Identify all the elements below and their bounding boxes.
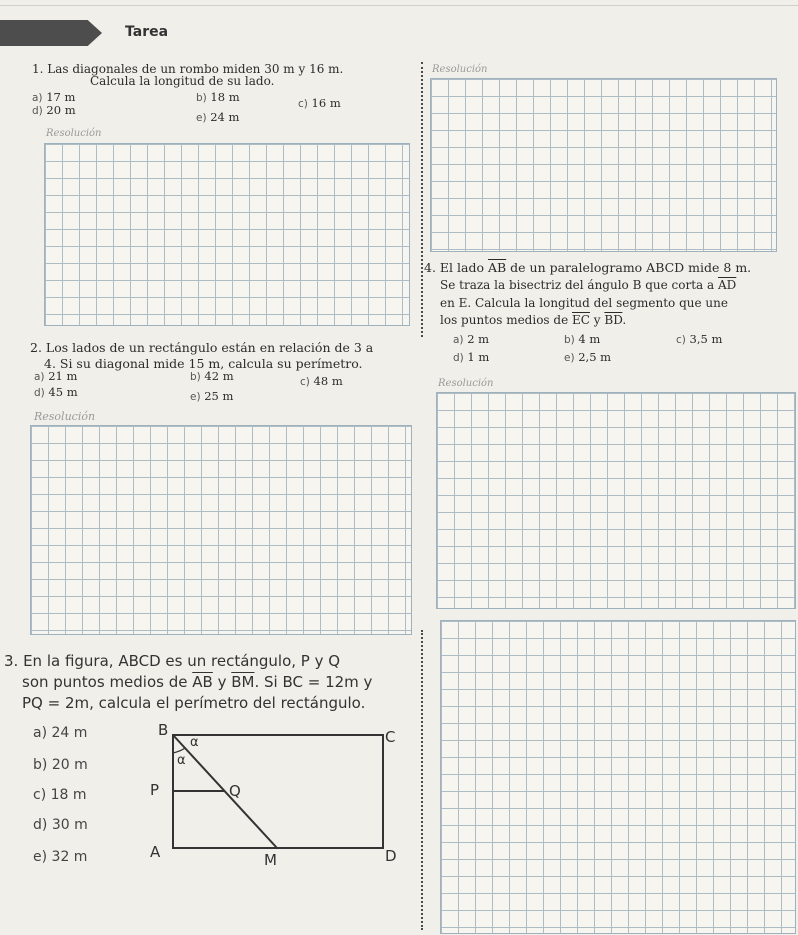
q3-option-c: c) 18 m	[33, 787, 87, 803]
q1-resolution-grid[interactable]	[44, 143, 410, 326]
q4-option-b: b) 4 m	[564, 332, 601, 346]
q4-text-line3: en E. Calcula la longitud del segmento que une	[440, 296, 728, 310]
q1-text-line1: 1. Las diagonales de un rombo miden 30 m y 16 m.	[32, 62, 344, 76]
q4-text-line2: Se traza la bisectriz del ángulo B que corta a $\overline{AD}$	[440, 278, 737, 292]
q1-option-e: e) 24 m	[196, 110, 240, 124]
q3-option-b: b) 20 m	[33, 757, 88, 773]
figure-label-c: C	[385, 728, 396, 746]
q3-right-resolution-grid[interactable]	[440, 620, 796, 934]
q2-resolution-label: Resolución	[34, 410, 96, 423]
q3-text-line3: PQ = 2m, calcula el perímetro del rectángulo.	[22, 694, 366, 712]
figure-label-alpha-2: α	[177, 753, 186, 768]
q1-right-resolution-grid[interactable]	[430, 78, 777, 252]
top-rule	[0, 5, 798, 6]
q3-text-line1: 3. En la figura, ABCD es un rectángulo, P y Q	[4, 652, 341, 670]
q3-option-d: d) 30 m	[33, 817, 88, 833]
q4-text-line4: los puntos medios de $\overline{EC}$ y $\overline{BD}$.	[440, 313, 627, 327]
q3-text-line2: son puntos medios de $\overline{AB}$ y $\overline{BM}$. Si BC = 12m y	[22, 673, 373, 691]
figure-label-p: P	[150, 781, 160, 799]
q2-option-b: b) 42 m	[190, 369, 234, 383]
figure-label-b: B	[158, 721, 169, 739]
q3-option-e: e) 32 m	[33, 849, 88, 865]
q2-text-line2: 4. Si su diagonal mide 15 m, calcula su perímetro.	[44, 356, 363, 371]
q3-option-a: a) 24 m	[33, 725, 88, 741]
figure-label-alpha-1: α	[190, 735, 199, 750]
page-title: Tarea	[125, 24, 169, 40]
q1-option-d: d) 20 m	[32, 103, 76, 117]
q1-text-line2: Calcula la longitud de su lado.	[90, 74, 275, 88]
figure-label-a: A	[150, 843, 161, 861]
figure-label-m: M	[264, 851, 277, 869]
q4-option-c: c) 3,5 m	[676, 332, 723, 346]
header-tag-shape	[0, 20, 102, 46]
column-divider-top	[421, 62, 423, 337]
q2-option-c: c) 48 m	[300, 374, 343, 388]
figure-label-d: D	[385, 847, 397, 865]
q4-text-line1: 4. El lado $\overline{AB}$ de un paralelogramo ABCD mide 8 m.	[424, 260, 752, 275]
q1-resolution-label: Resolución	[46, 128, 102, 139]
q1-option-b: b) 18 m	[196, 90, 240, 104]
q4-resolution-label: Resolución	[438, 378, 494, 389]
q1-option-a: a) 17 m	[32, 90, 76, 104]
figure-label-q: Q	[229, 782, 241, 800]
q4-option-e: e) 2,5 m	[564, 350, 612, 364]
q2-text-line1: 2. Los lados de un rectángulo están en relación de 3 a	[30, 340, 374, 355]
q2-resolution-grid[interactable]	[30, 425, 412, 635]
q2-option-e: e) 25 m	[190, 389, 234, 403]
q1-right-resolution-label: Resolución	[432, 64, 488, 75]
q4-option-a: a) 2 m	[453, 332, 490, 346]
q4-resolution-grid[interactable]	[436, 392, 796, 609]
q4-option-d: d) 1 m	[453, 350, 490, 364]
column-divider-bottom	[421, 630, 423, 930]
q2-option-a: a) 21 m	[34, 369, 78, 383]
q1-option-c: c) 16 m	[298, 96, 341, 110]
q2-option-d: d) 45 m	[34, 385, 78, 399]
